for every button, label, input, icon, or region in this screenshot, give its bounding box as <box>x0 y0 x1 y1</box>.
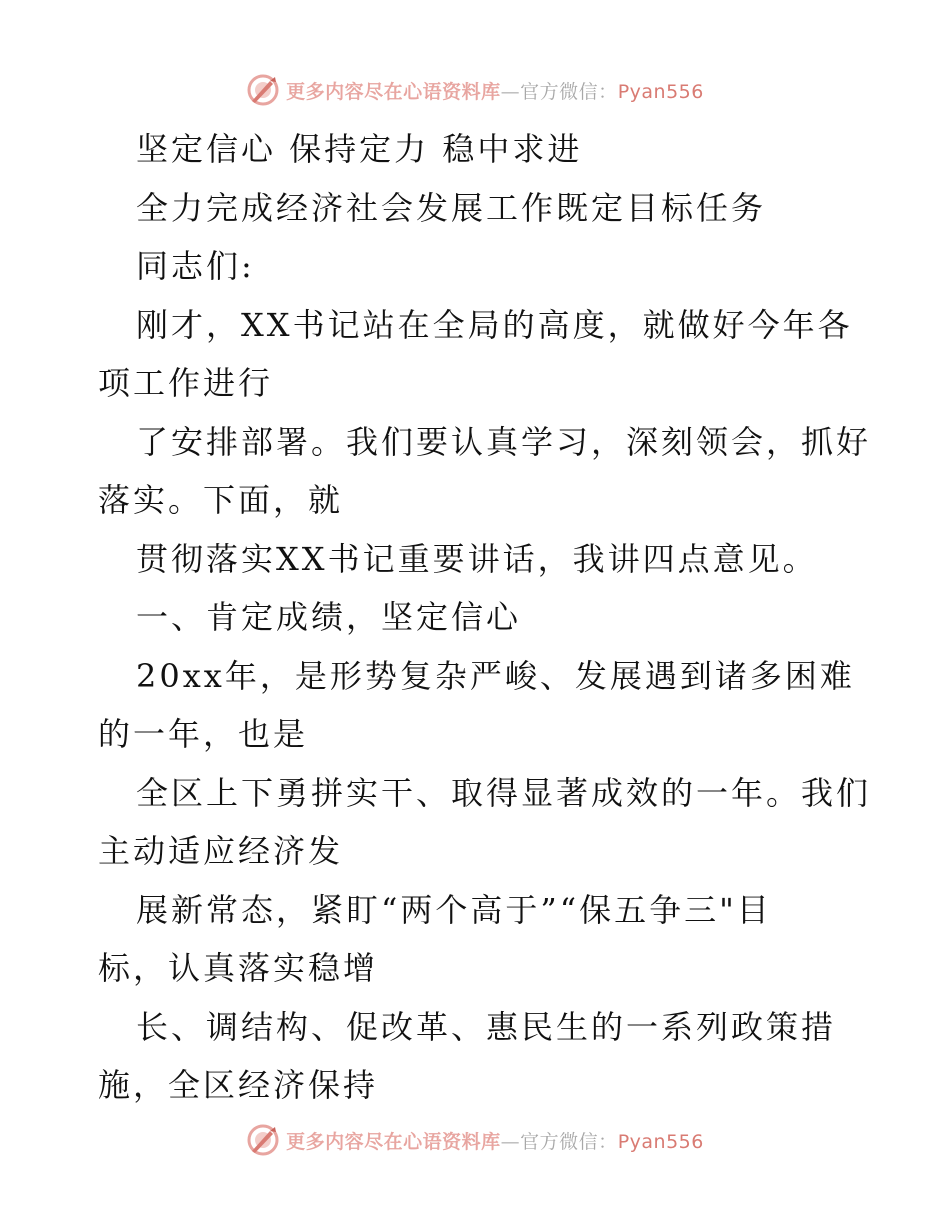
doc-subtitle: 全力完成经济社会发展工作既定目标任务 <box>136 188 767 227</box>
doc-line: 施，全区经济保持 <box>98 1066 379 1104</box>
watermark-text <box>286 1127 704 1154</box>
watermark-label: 官方微信： <box>520 80 618 103</box>
footer-watermark <box>0 1120 950 1160</box>
doc-section-heading: 一、肯定成绩，坚定信心 <box>136 598 522 636</box>
doc-line: 的一年，也是 <box>98 715 309 753</box>
doc-line: 标，认真落实稳增 <box>98 949 379 987</box>
watermark-brand: 更多内容尽在心语资料库 <box>286 1130 501 1153</box>
doc-line: 贯彻落实XX书记重要讲话，我讲四点意见。 <box>136 539 818 578</box>
doc-line: 落实。下面，就 <box>98 481 344 519</box>
watermark-dash: — <box>500 80 521 103</box>
watermark-wechat-id: Pyan556 <box>617 80 704 103</box>
quill-pen-seal-icon <box>246 73 280 107</box>
watermark-brand: 更多内容尽在心语资料库 <box>286 80 501 103</box>
quill-pen-seal-icon <box>246 1123 280 1157</box>
document-body <box>98 120 872 1115</box>
watermark-text <box>286 77 704 104</box>
doc-line: 展新常态，紧盯“两个高于”“保五争三"目 <box>136 890 772 929</box>
doc-line: 20xx年，是形势复杂严峻、发展遇到诸多困难 <box>136 656 855 695</box>
doc-line: 了安排部署。我们要认真学习，深刻领会，抓好 <box>136 422 872 461</box>
doc-line: 长、调结构、促改革、惠民生的一系列政策措 <box>136 1007 837 1046</box>
doc-salutation: 同志们: <box>136 247 255 285</box>
watermark-label: 官方微信： <box>520 1130 618 1153</box>
header-watermark <box>0 70 950 110</box>
doc-line: 全区上下勇拼实干、取得显著成效的一年。我们 <box>136 773 872 812</box>
doc-line: 刚才，XX书记站在全局的高度，就做好今年各 <box>136 305 853 344</box>
doc-line: 主动适应经济发 <box>98 832 344 870</box>
doc-line: 项工作进行 <box>98 364 274 402</box>
watermark-wechat-id: Pyan556 <box>617 1130 704 1153</box>
watermark-dash: — <box>500 1130 521 1153</box>
doc-title: 坚定信心 保持定力 稳中求进 <box>136 130 583 168</box>
